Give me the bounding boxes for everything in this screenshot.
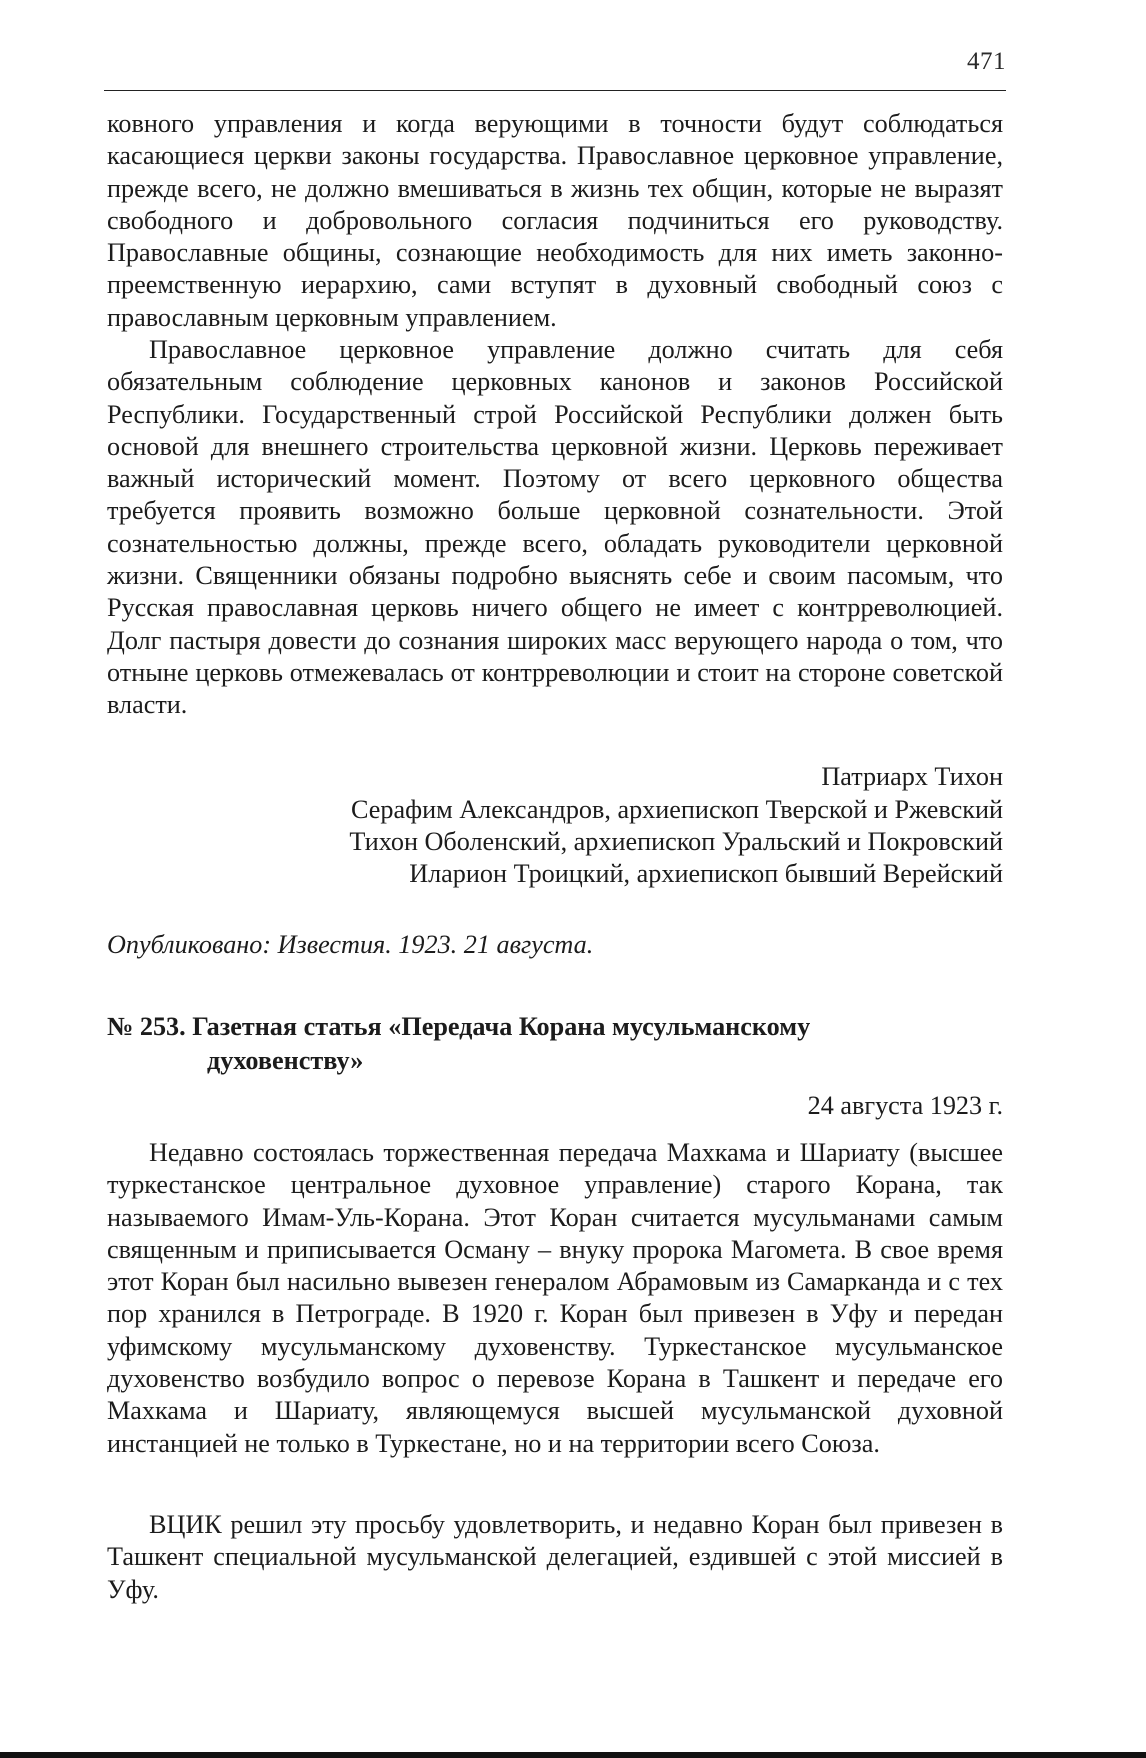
signature-ilarion: Иларион Троицкий, архиепископ бывший Верейский [409, 859, 1003, 888]
page-number: 471 [967, 48, 1006, 75]
paragraph-church-governance: Православное церковное управление должно считать для себя обязательным соблюдение церковных канонов и законов Российской Республики. Государственный строй Российской Республики должен быть основой для внешнего строительства церковной жизни. Церковь переживает важный исторический момент. Поэтому от всего церковного общества требуется проявить возможно больше церковной сознательности. Этой сознательностью должны, прежде всего, обладать руководители церковной жизни. Священники обязаны подробно выяснять себе и своим пасомым, что Русская православная церковь ничего общего не имеет с контрреволюцией. Долг пастыря довести до сознания широких масс верующего народа о том, что отныне церковь отмежевалась от контрреволюции и стоит на стороне советской власти. [107, 335, 1003, 720]
signature-tikhon: Тихон Оболенский, архиепископ Уральский и Покровский [349, 827, 1003, 856]
signature-serafim: Серафим Александров, архиепископ Тверской и Ржевский [351, 795, 1003, 824]
document-date: 24 августа 1923 г. [807, 1091, 1003, 1120]
bottom-border [0, 1752, 1146, 1758]
paragraph-koran-transfer: Недавно состоялась торжественная передача Махкама и Шариату (высшее туркестанское центральное духовное управление) старого Корана, так называемого Имам-Уль-Корана. Этот Коран считается мусульманами самым священным и приписывается Осману – внуку пророка Магомета. В свое время этот Коран был насильно вывезен генералом Абрамовым из Самарканда и с тех пор хранился в Петрограде. В 1920 г. Коран был привезен в Уфу и передан уфимскому мусульманскому духовенству. Туркестанское мусульманское духовенство возбудило вопрос о перевозе Корана в Ташкент и передаче его Махкама и Шариату, являющемуся высшей мусульманской духовной инстанцией не только в Туркестане, но и на территории всего Союза. [107, 1138, 1003, 1458]
publication-source: Опубликовано: Известия. 1923. 21 августа. [107, 930, 594, 959]
document-title [107, 1010, 1007, 1078]
paragraph-vtsik-decision: ВЦИК решил эту просьбу удовлетворить, и недавно Коран был привезен в Ташкент специальной мусульманской делегацией, ездившей с этой миссией в Уфу. [107, 1510, 1003, 1604]
signature-patriarch: Патриарх Тихон [821, 762, 1003, 791]
header-rule [104, 90, 1006, 91]
document-title-line-2: духовенству» [207, 1046, 364, 1075]
document-title-line-1: № 253. Газетная статья «Передача Корана мусульманскому [107, 1012, 811, 1041]
paragraph-continued: ковного управления и когда верующими в точности будут соблюдаться касающиеся церкви законы государства. Православное церковное управление, прежде всего, не должно вмешиваться в жизнь тех общин, которые не выразят свободного и добровольного согласия подчиниться его руководству. Православные общины, сознающие необходимость для них иметь законно-преемственную иерархию, сами вступят в духовный свободный союз с православным церковным управлением. [107, 109, 1003, 332]
